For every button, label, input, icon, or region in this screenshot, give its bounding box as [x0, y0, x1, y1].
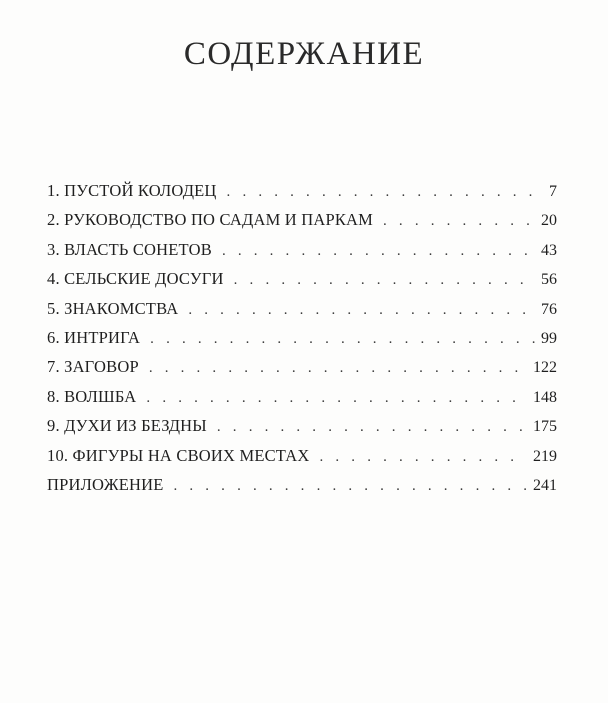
- toc-entry: [47, 299, 557, 328]
- toc-dot-leader: [222, 243, 535, 260]
- toc-entry-page: 241: [533, 476, 557, 494]
- toc-dot-leader: [146, 390, 527, 407]
- toc-entry-title: 5. ЗНАКОМСТВА: [47, 298, 179, 318]
- toc-entry-title: 1. ПУСТОЙ КОЛОДЕЦ: [47, 181, 217, 200]
- page-title: СОДЕРЖАНИЕ: [183, 36, 425, 72]
- toc-dot-leader: [383, 213, 535, 230]
- toc-entry-page: 148: [533, 388, 557, 406]
- toc-entry-page: 175: [533, 418, 557, 436]
- toc-entry-page: 122: [533, 359, 557, 377]
- toc-entry-page: 99: [541, 329, 557, 347]
- toc-entry: [47, 181, 557, 210]
- toc-entry: [47, 357, 557, 386]
- toc-dot-leader: [320, 449, 528, 466]
- toc-entry: [47, 387, 557, 416]
- toc-entry: [47, 328, 557, 357]
- toc-entry-title: ПРИЛОЖЕНИЕ: [47, 474, 164, 494]
- toc-entry-page: 7: [549, 183, 557, 200]
- toc-entry-title: 3. ВЛАСТЬ СОНЕТОВ: [47, 239, 212, 259]
- toc-dot-leader: [150, 331, 535, 348]
- toc-entry-title: 4. СЕЛЬСКИЕ ДОСУГИ: [47, 269, 224, 289]
- toc-entry-title: 8. ВОЛШБА: [47, 386, 137, 406]
- toc-dot-leader: [217, 419, 527, 436]
- toc-entry-page: 43: [541, 241, 557, 259]
- toc-dot-leader: [227, 184, 541, 201]
- toc-entry-page: 20: [541, 212, 557, 230]
- toc-entry-title: 9. ДУХИ ИЗ БЕЗДНЫ: [47, 416, 207, 436]
- toc-dot-leader: [188, 302, 535, 319]
- toc-entry-title: 10. ФИГУРЫ НА СВОИХ МЕСТАХ: [47, 445, 310, 465]
- table-of-contents: [47, 181, 557, 504]
- toc-entry-title: 7. ЗАГОВОР: [47, 357, 139, 377]
- toc-entry: [47, 269, 557, 298]
- toc-entry: [47, 475, 557, 504]
- toc-entry: [47, 416, 557, 445]
- toc-dot-leader: [234, 272, 535, 289]
- toc-dot-leader: [149, 360, 527, 377]
- toc-entry: [47, 446, 557, 475]
- toc-entry-title: 6. ИНТРИГА: [47, 327, 141, 347]
- toc-entry: [47, 240, 557, 269]
- toc-entry: [47, 210, 557, 239]
- toc-dot-leader: [173, 478, 527, 495]
- toc-entry-page: 219: [533, 447, 557, 465]
- toc-entry-title: 2. РУКОВОДСТВО ПО САДАМ И ПАРКАМ: [47, 210, 374, 230]
- toc-entry-page: 76: [541, 300, 557, 318]
- toc-entry-page: 56: [541, 271, 557, 289]
